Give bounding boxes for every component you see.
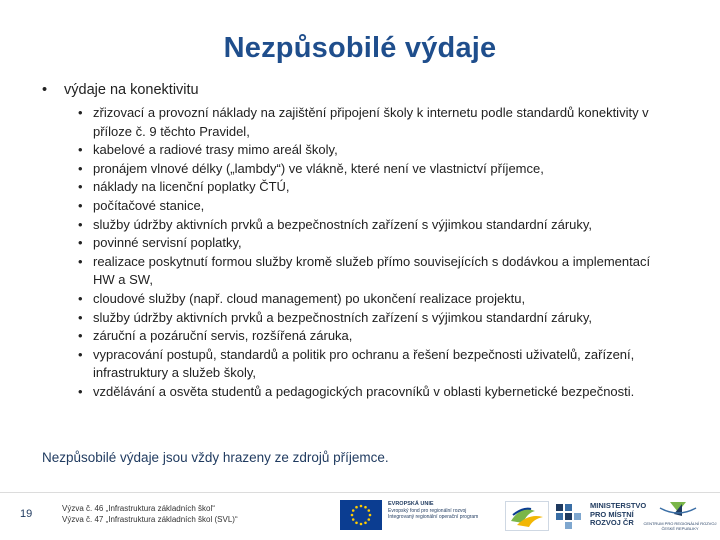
eu-logo-text bbox=[388, 501, 500, 521]
main-bullet bbox=[42, 82, 199, 98]
list-item: • povinné servisní poplatky, bbox=[76, 234, 666, 253]
call-references bbox=[62, 503, 238, 525]
list-item: • kabelové a radiové trasy mimo areál školy, bbox=[76, 141, 666, 160]
list-item: • náklady na licenční poplatky ČTÚ, bbox=[76, 178, 666, 197]
conclusion-note: Nezpůsobilé výdaje jsou vždy hrazeny ze zdrojů příjemce. bbox=[42, 450, 389, 465]
bullet-marker: • bbox=[42, 82, 48, 98]
list-item: • pronájem vlnové délky („lambdy“) ve vlákně, které není ve vlastnictví příjemce, bbox=[76, 160, 666, 179]
list-item: • cloudové služby (např. cloud management) po ukončení realizace projektu, bbox=[76, 290, 666, 309]
list-item: • realizace poskytnutí formou služby kromě služeb přímo souvisejících s dodávkou a implementací HW a SW, bbox=[76, 253, 666, 290]
list-item: • vypracování postupů, standardů a politik pro ochranu a řešení bezpečnosti uživatelů, zařízení, infrastruktury a služeb školy, bbox=[76, 346, 666, 383]
list-item: • záruční a pozáruční servis, rozšířená záruka, bbox=[76, 327, 666, 346]
regional-centre-logo-text bbox=[642, 521, 718, 531]
list-item: • vzdělávání a osvěta studentů a pedagogických pracovníků v oblasti kybernetické bezpečnosti. bbox=[76, 383, 666, 402]
list-item: • zřizovací a provozní náklady na zajištění připojení školy k internetu podle standardů konektivity v příloze č. 9 těchto Pravidel, bbox=[76, 104, 666, 141]
eu-flag-icon bbox=[340, 500, 382, 530]
ministry-logo-line: ROZVOJ ČR bbox=[590, 518, 634, 528]
eu-logo-line: EVROPSKÁ UNIE bbox=[388, 501, 434, 507]
ministry-logo-line: MINISTERSTVO bbox=[590, 501, 647, 510]
ministry-emblem-icon bbox=[554, 500, 584, 532]
main-bullet-text: výdaje na konektivitu bbox=[64, 82, 199, 98]
list-item: • počítačové stanice, bbox=[76, 197, 666, 216]
page-number: 19 bbox=[20, 508, 33, 520]
footer-divider bbox=[0, 492, 720, 493]
call-line-47: Výzva č. 47 „Infrastruktura základních škol (SVL)“ bbox=[62, 515, 238, 524]
eu-logo-line: Integrovaný regionální operační program bbox=[388, 514, 479, 520]
list-item: • služby údržby aktivních prvků a bezpečnostních zařízení s výjimkou standardní záruky, bbox=[76, 309, 666, 328]
regional-centre-logo-line: CENTRUM PRO REGIONÁLNÍ ROZVOJ bbox=[643, 521, 717, 526]
structural-funds-logo-icon bbox=[505, 501, 549, 531]
ministry-logo-line: PRO MÍSTNÍ bbox=[590, 509, 634, 519]
regional-centre-logo-line: ČESKÉ REPUBLIKY bbox=[661, 526, 699, 531]
list-item: • služby údržby aktivních prvků a bezpečnostních zařízení s výjimkou standardní záruky, bbox=[76, 216, 666, 235]
ministry-logo-text bbox=[590, 502, 646, 528]
eu-logo-line: Evropský fond pro regionální rozvoj bbox=[388, 507, 467, 514]
ineligible-expenses-list bbox=[76, 104, 666, 402]
call-line-46: Výzva č. 46 „Infrastruktura základních škol“ bbox=[62, 504, 215, 513]
slide-title: Nezpůsobilé výdaje bbox=[223, 32, 497, 64]
